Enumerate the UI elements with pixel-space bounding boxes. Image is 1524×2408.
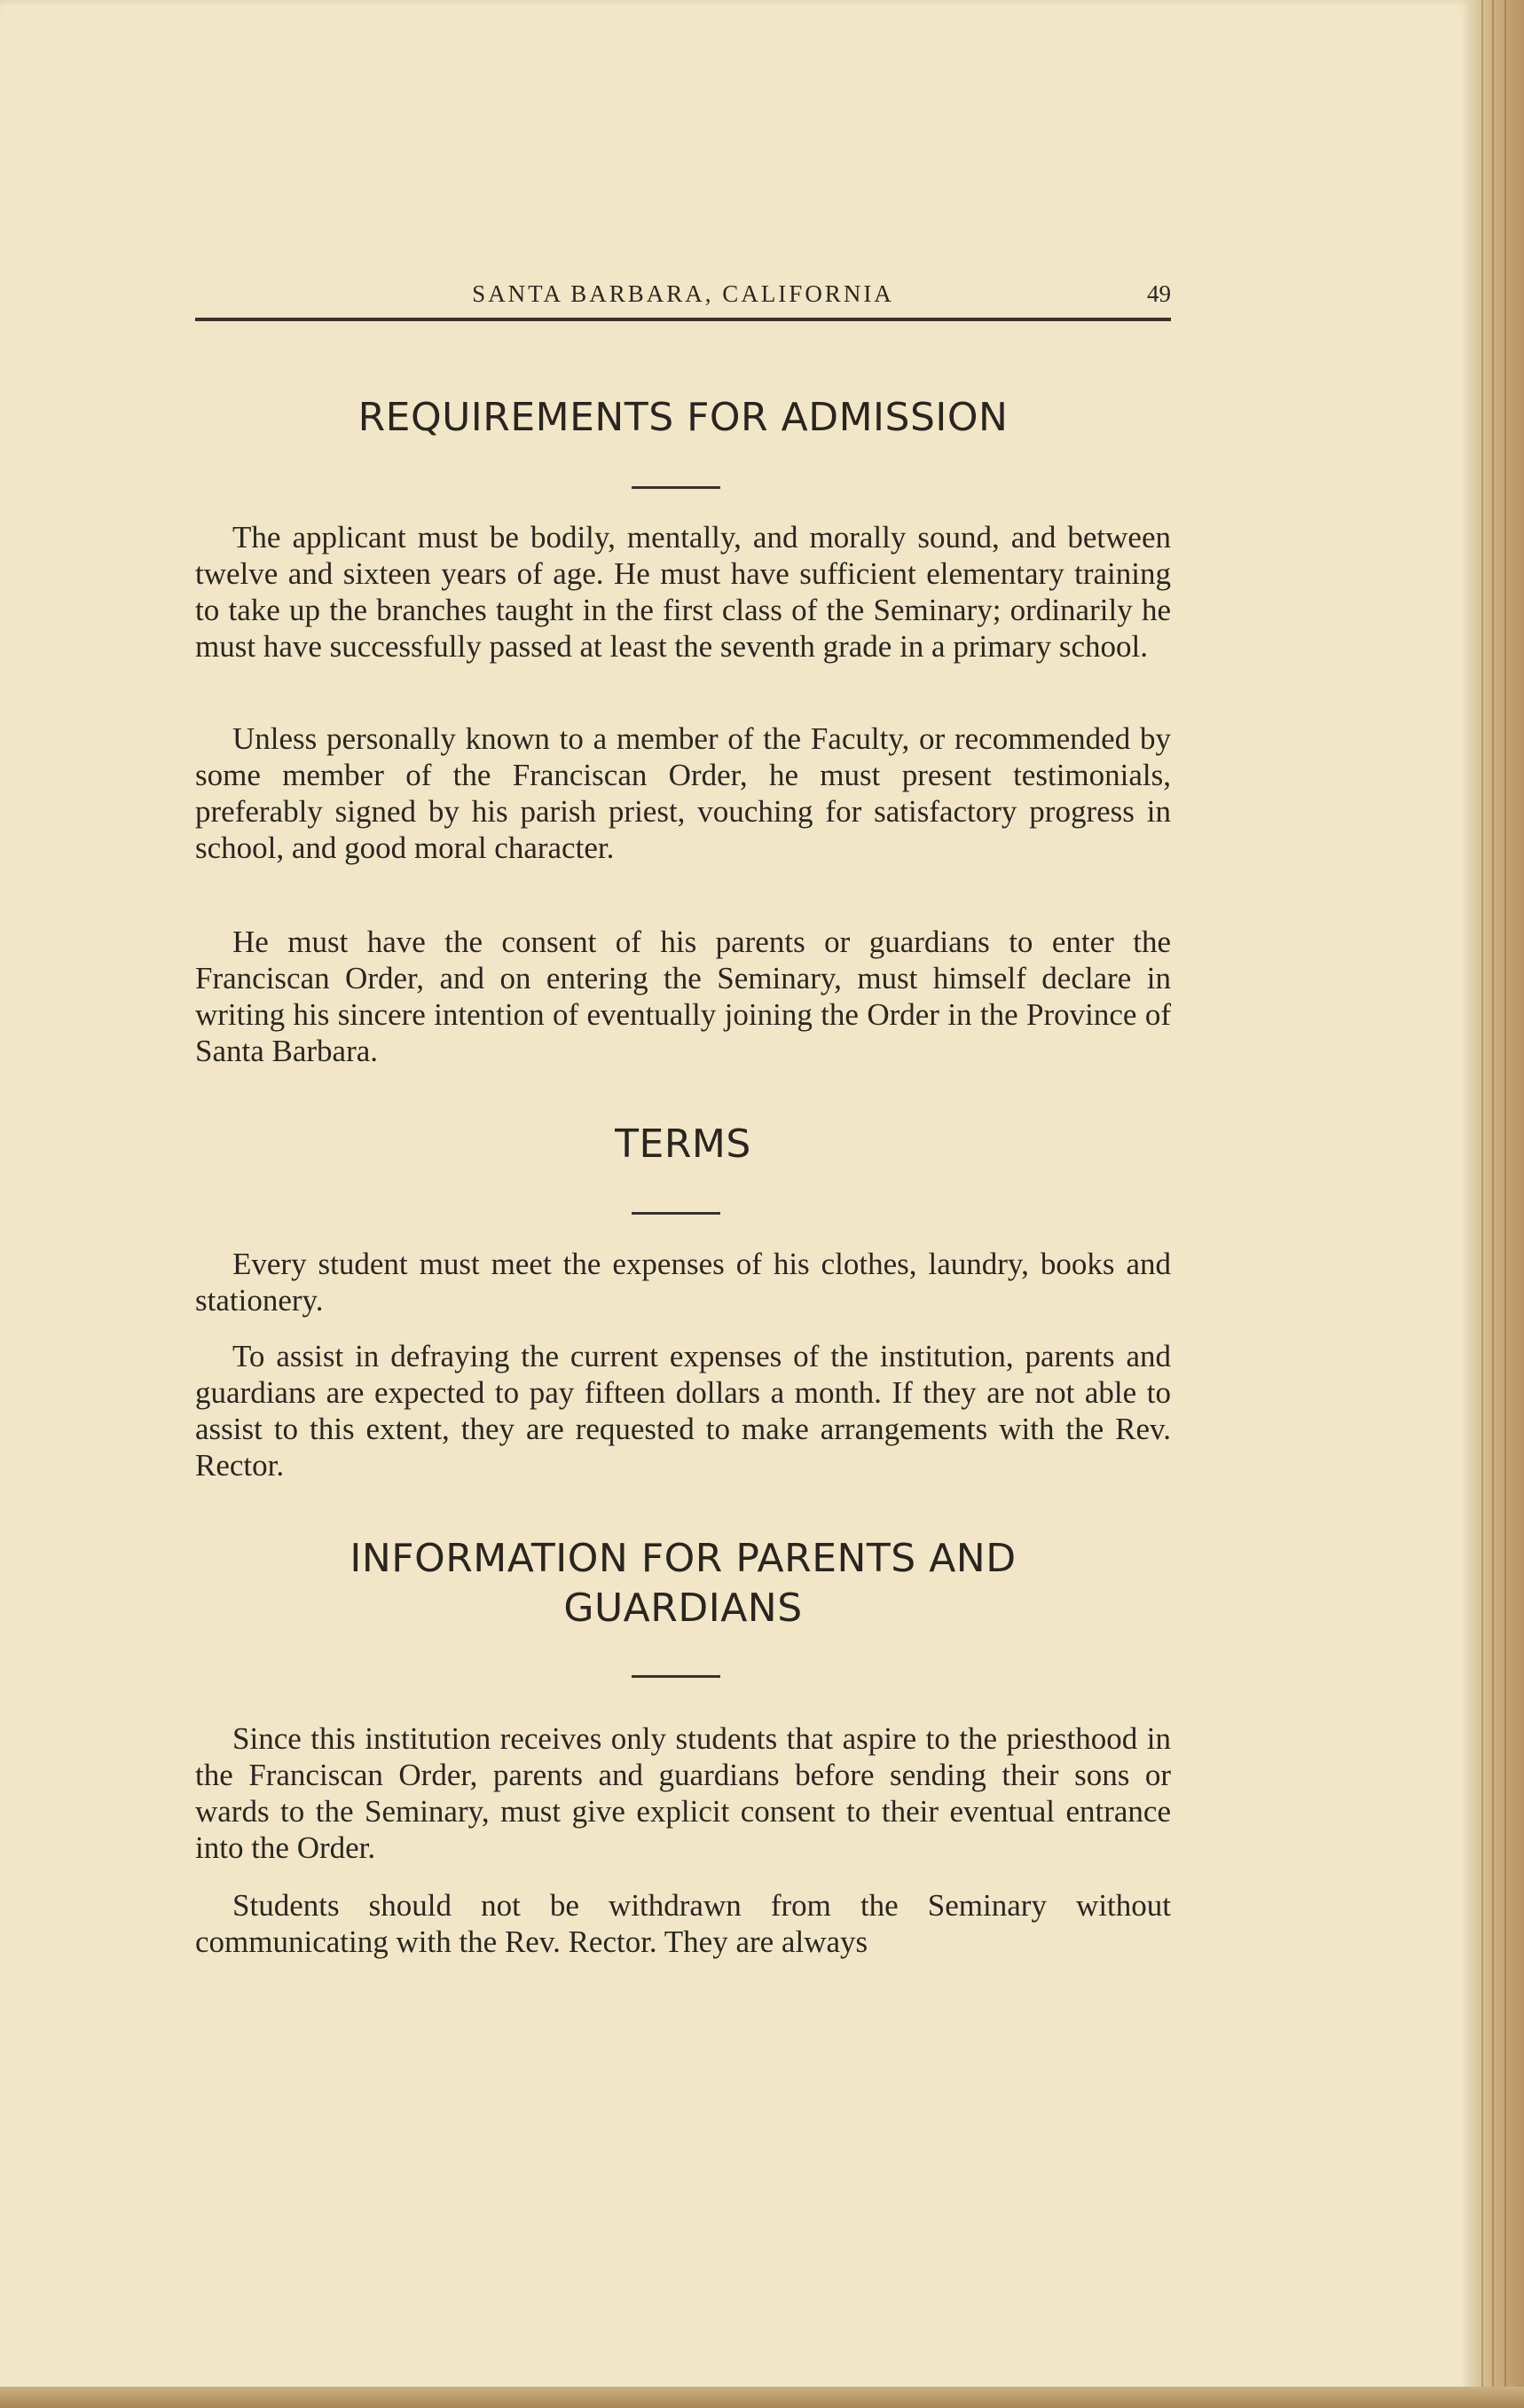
paragraph: Students should not be withdrawn from the Seminary without communicating with the Rev. Rector. They are always xyxy=(195,1888,1171,1959)
paragraph: The applicant must be bodily, mentally, and morally sound, and between twelve and sixteen years of age. He must have sufficient elementary training to take up the branches taught in the first class of the Seminary; ordinarily he must have successfully passed at least the seventh grade in a primary school. xyxy=(195,520,1171,664)
running-head-title: SANTA BARBARA, CALIFORNIA xyxy=(472,280,894,307)
section-heading-information-line2: GUARDIANS xyxy=(563,1586,803,1631)
section-heading-terms: TERMS xyxy=(615,1121,751,1167)
running-head xyxy=(195,280,1171,316)
page-number: 49 xyxy=(1147,280,1171,307)
section-divider xyxy=(632,486,720,489)
paragraph: Since this institution receives only students that aspire to the priesthood in the Franciscan Order, parents and guardians before sending their sons or wards to the Seminary, must give explicit consent to their eventual entrance into the Order. xyxy=(195,1721,1171,1865)
paragraph: He must have the consent of his parents or guardians to enter the Franciscan Order, and on entering the Seminary, must himself declare in writing his sincere intention of eventually joining the Order in the Province of Santa Barbara. xyxy=(195,925,1171,1068)
section-divider xyxy=(632,1212,720,1215)
paragraph: Every student must meet the expenses of his clothes, laundry, books and stationery. xyxy=(195,1247,1171,1318)
section-divider xyxy=(632,1675,720,1678)
paragraph: To assist in defraying the current expenses of the institution, parents and guardians are expected to pay fifteen dollars a month. If they are not able to assist to this extent, they are requested to make arrangements with the Rev. Rector. xyxy=(195,1339,1171,1483)
section-heading-information: INFORMATION FOR PARENTS AND xyxy=(350,1536,1017,1581)
page-edge xyxy=(1473,0,1524,2408)
page-bottom-edge xyxy=(0,2387,1524,2408)
header-rule xyxy=(195,318,1171,321)
section-heading-requirements: REQUIREMENTS FOR ADMISSION xyxy=(357,395,1009,440)
paragraph: Unless personally known to a member of the Faculty, or recommended by some member of the Franciscan Order, he must present testimonials, preferably signed by his parish priest, vouching for satisfactory progress in school, and good moral character. xyxy=(195,721,1171,865)
